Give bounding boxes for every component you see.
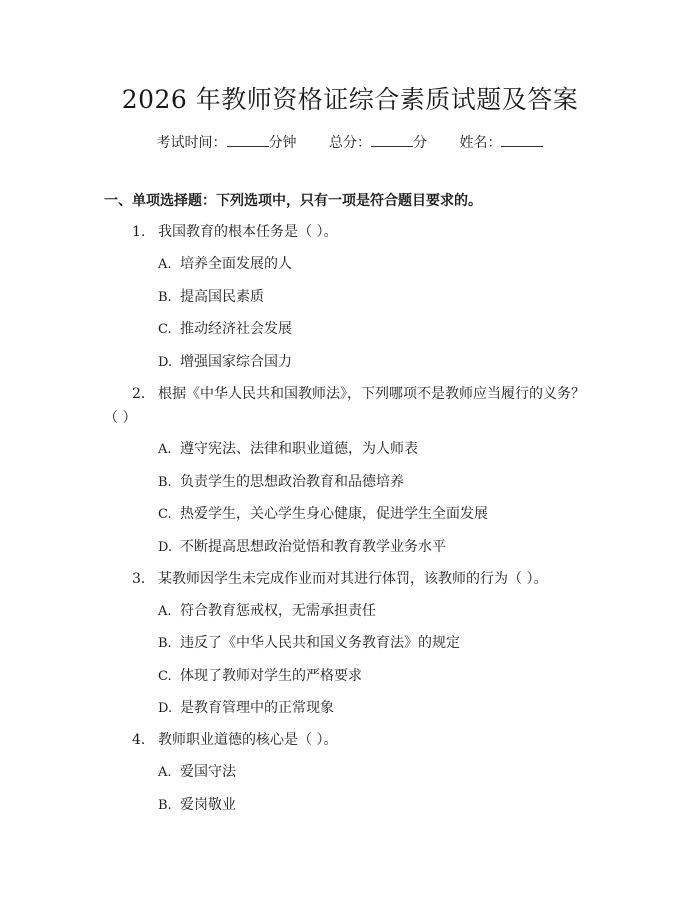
option-text: 体现了教师对学生的严格要求 xyxy=(180,667,362,684)
exam-time-field xyxy=(157,132,297,153)
option-3a xyxy=(158,601,600,622)
total-score-blank xyxy=(371,132,413,147)
option-letter: C. xyxy=(158,668,172,684)
exam-time-unit: 分钟 xyxy=(268,135,297,151)
option-letter: A. xyxy=(158,442,172,457)
option-3d xyxy=(158,698,600,719)
question-continuation: （ ） xyxy=(104,409,137,426)
section-heading: 一、单项选择题：下列选项中，只有一项是符合题目要求的。 xyxy=(104,193,482,209)
option-text: 爱岗敬业 xyxy=(180,796,236,813)
question-text: 我国教育的根本任务是（ ）。 xyxy=(158,224,338,240)
option-1a xyxy=(158,254,600,275)
question-number: 4. xyxy=(132,732,146,748)
exam-time-blank xyxy=(227,132,269,147)
option-4a xyxy=(158,762,600,783)
option-text: 热爱学生，关心学生身心健康，促进学生全面发展 xyxy=(180,506,488,522)
option-letter: A. xyxy=(158,257,172,272)
total-score-field xyxy=(329,132,427,153)
total-score-label: 总分： xyxy=(329,135,371,151)
question-text: 根据《中华人民共和国教师法》，下列哪项不是教师应当履行的义务？ xyxy=(158,385,585,402)
option-text: 推动经济社会发展 xyxy=(180,321,292,337)
option-letter: C. xyxy=(158,507,172,522)
question-number: 1. xyxy=(132,224,146,240)
option-text: 爱国守法 xyxy=(180,764,236,780)
option-3c xyxy=(158,666,600,687)
option-letter: D. xyxy=(158,701,173,716)
option-text: 遵守宪法、法律和职业道德，为人师表 xyxy=(180,441,418,457)
exam-time-label: 考试时间： xyxy=(156,135,227,151)
option-4b xyxy=(158,795,600,816)
option-text: 培养全面发展的人 xyxy=(180,256,292,272)
option-text: 违反了《中华人民共和国义务教育法》的规定 xyxy=(180,635,460,651)
option-letter: B. xyxy=(158,797,172,813)
name-label: 姓名： xyxy=(459,135,502,151)
option-1b xyxy=(158,287,600,308)
option-text: 增强国家综合国力 xyxy=(180,353,292,370)
option-2d xyxy=(158,537,600,558)
option-letter: B. xyxy=(158,289,172,305)
question-3 xyxy=(104,569,600,589)
option-1d xyxy=(158,352,600,373)
option-2c xyxy=(158,504,600,525)
name-blank xyxy=(501,132,543,147)
exam-info-line xyxy=(0,132,700,153)
option-letter: A. xyxy=(158,603,172,619)
option-letter: A. xyxy=(158,765,172,780)
question-text: 某教师因学生未完成作业而对其进行体罚，该教师的行为（ ）。 xyxy=(158,570,548,587)
name-field xyxy=(459,132,543,153)
option-text: 提高国民素质 xyxy=(180,288,264,305)
total-score-unit: 分 xyxy=(413,135,427,151)
option-letter: C. xyxy=(158,322,172,337)
question-4 xyxy=(104,730,600,750)
page-title: 2026 年教师资格证综合素质试题及答案 xyxy=(121,85,579,114)
option-letter: B. xyxy=(158,474,172,490)
question-1 xyxy=(104,222,600,242)
option-letter: B. xyxy=(158,636,172,651)
option-text: 符合教育惩戒权，无需承担责任 xyxy=(180,602,376,619)
option-text: 不断提高思想政治觉悟和教育教学业务水平 xyxy=(180,538,446,555)
question-number: 2. xyxy=(132,385,146,402)
question-text: 教师职业道德的核心是（ ）。 xyxy=(158,732,338,748)
option-2b xyxy=(158,472,600,493)
option-text: 负责学生的思想政治教育和品德培养 xyxy=(180,473,404,490)
option-text: 是教育管理中的正常现象 xyxy=(180,700,334,716)
option-1c xyxy=(158,319,600,340)
question-number: 3. xyxy=(132,570,146,587)
question-list xyxy=(104,222,600,816)
option-letter: D. xyxy=(158,539,173,555)
question-2 xyxy=(104,384,600,404)
option-3b xyxy=(158,633,600,654)
option-letter: D. xyxy=(158,354,173,370)
option-2a xyxy=(158,439,600,460)
